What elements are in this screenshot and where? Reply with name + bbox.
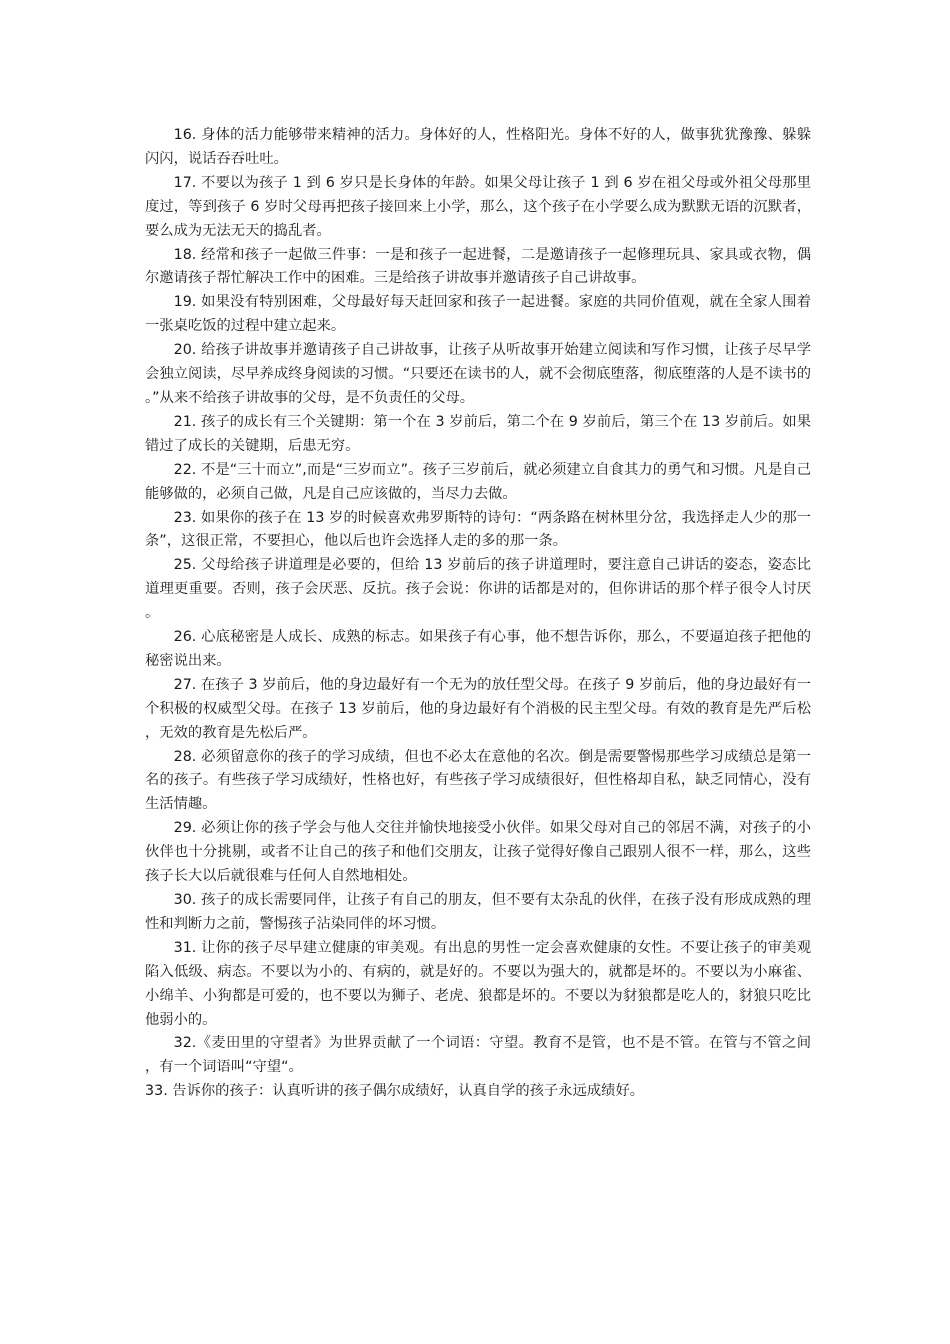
paragraph-25: 25. 父母给孩子讲道理是必要的，但给 13 岁前后的孩子讲道理时，要注意自己讲话的姿态，姿态比道理更重要。否则，孩子会厌恶、反抗。孩子会说：你讲的话都是对的，但你讲话的那个样子很令人讨厌。 <box>145 557 811 622</box>
paragraph-22: 22. 不是“三十而立”,而是“三岁而立”。孩子三岁前后，就必须建立自食其力的勇气和习惯。凡是自己能够做的，必须自己做，凡是自己应该做的，当尽力去做。 <box>145 461 811 502</box>
paragraph-33: 33. 告诉你的孩子：认真听讲的孩子偶尔成绩好，认真自学的孩子永远成绩好。 <box>145 1083 645 1100</box>
paragraph-26: 26. 心底秘密是人成长、成熟的标志。如果孩子有心事，他不想告诉你，那么，不要逼迫孩子把他的秘密说出来。 <box>145 629 811 669</box>
paragraph-21: 21. 孩子的成长有三个关键期：第一个在 3 岁前后，第二个在 9 岁前后，第三个在 13 岁前后。如果错过了成长的关键期，后患无穷。 <box>145 413 811 454</box>
paragraph-19: 19. 如果没有特别困难，父母最好每天赶回家和孩子一起进餐。家庭的共同价值观，就在全家人围着一张桌吃饭的过程中建立起来。 <box>145 294 811 335</box>
paragraph-28: 28. 必须留意你的孩子的学习成绩，但也不必太在意他的名次。倒是需要警惕那些学习成绩总是第一名的孩子。有些孩子学习成绩好，性格也好，有些孩子学习成绩很好，但性格却自私，缺乏同情心，没有生活情趣。 <box>145 748 811 813</box>
paragraph-18: 18. 经常和孩子一起做三件事：一是和孩子一起进餐，二是邀请孩子一起修理玩具、家具或衣物，偶尔邀请孩子帮忙解决工作中的困难。三是给孩子讲故事并邀请孩子自己讲故事。 <box>145 246 811 287</box>
paragraph-20: 20. 给孩子讲故事并邀请孩子自己讲故事，让孩子从听故事开始建立阅读和写作习惯，让孩子尽早学会独立阅读，尽早养成终身阅读的习惯。“只要还在读书的人，就不会彻底堕落，彻底堕落的人是不读书的。”从来不给孩子讲故事的父母，是不负责任的父母。 <box>145 342 811 406</box>
paragraph-17: 17. 不要以为孩子 1 到 6 岁只是长身体的年龄。如果父母让孩子 1 到 6 岁在祖父母或外祖父母那里度过，等到孩子 6 岁时父母再把孩子接回来上小学，那么，这个孩子在小学要么成为默默无语的沉默者，要么成为无法无天的捣乱者。 <box>145 174 811 239</box>
document-body <box>145 124 811 1104</box>
paragraph-23: 23. 如果你的孩子在 13 岁的时候喜欢弗罗斯特的诗句：“两条路在树林里分岔，我选择走人少的那一条”，这很正常，不要担心，他以后也许会选择人走的多的那一条。 <box>145 509 811 550</box>
paragraph-32: 32.《麦田里的守望者》为世界贡献了一个词语：守望。教育不是管，也不是不管。在管与不管之间，有一个词语叫“守望“。 <box>145 1035 811 1076</box>
paragraph-29: 29. 必须让你的孩子学会与他人交往并愉快地接受小伙伴。如果父母对自己的邻居不满，对孩子的小伙伴也十分挑剔，或者不让自己的孩子和他们交朋友，让孩子觉得好像自己跟别人很不一样，那么，这些孩子长大以后就很难与任何人自然地相处。 <box>145 820 811 885</box>
paragraph-27: 27. 在孩子 3 岁前后，他的身边最好有一个无为的放任型父母。在孩子 9 岁前后，他的身边最好有一个积极的权威型父母。在孩子 13 岁前后，他的身边最好有个消极的民主型父母。有效的教育是先严后松，无效的教育是先松后严。 <box>145 676 811 741</box>
paragraph-16: 16. 身体的活力能够带来精神的活力。身体好的人，性格阳光。身体不好的人，做事犹犹豫豫、躲躲闪闪，说话吞吞吐吐。 <box>145 127 811 167</box>
paragraph-30: 30. 孩子的成长需要同伴，让孩子有自己的朋友，但不要有太杂乱的伙伴，在孩子没有形成成熟的理性和判断力之前，警惕孩子沾染同伴的坏习惯。 <box>145 892 811 932</box>
paragraph-31: 31. 让你的孩子尽早建立健康的审美观。有出息的男性一定会喜欢健康的女性。不要让孩子的审美观陷入低级、病态。不要以为小的、有病的，就是好的。不要以为强大的，就都是坏的。不要以为小麻雀、小绵羊、小狗都是可爱的，也不要以为狮子、老虎、狼都是坏的。不要以为豺狼都是吃人的，豺狼只吃比他弱小的。 <box>145 939 811 1028</box>
